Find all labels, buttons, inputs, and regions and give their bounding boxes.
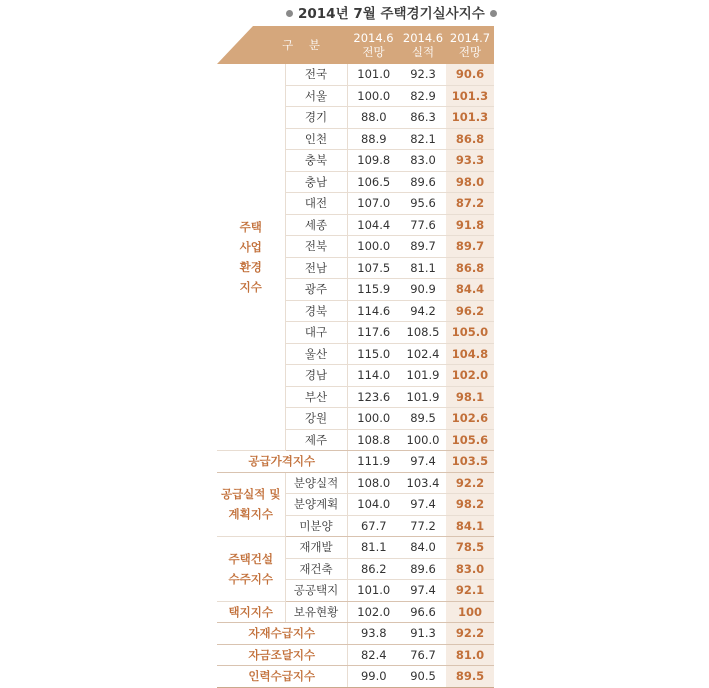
value-cell: 101.0 [347, 64, 400, 85]
sub-label: 공공택지 [285, 580, 347, 602]
sub-label: 강원 [285, 408, 347, 430]
sub-label: 울산 [285, 343, 347, 365]
forecast-value: 98.0 [446, 171, 494, 193]
value-cell: 86.2 [347, 558, 400, 580]
value-cell: 102.4 [400, 343, 446, 365]
value-cell: 97.4 [400, 451, 446, 473]
group-label: 주택건설 수주지수 [217, 537, 285, 602]
sub-label: 재개발 [285, 537, 347, 559]
sub-label: 경남 [285, 365, 347, 387]
forecast-value: 78.5 [446, 537, 494, 559]
sub-label: 재건축 [285, 558, 347, 580]
forecast-value: 87.2 [446, 193, 494, 215]
forecast-value: 104.8 [446, 343, 494, 365]
value-cell: 93.8 [347, 623, 400, 645]
forecast-value: 83.0 [446, 558, 494, 580]
forecast-value: 98.2 [446, 494, 494, 516]
value-cell: 114.6 [347, 300, 400, 322]
value-cell: 83.0 [400, 150, 446, 172]
value-cell: 82.4 [347, 644, 400, 666]
table-title [286, 2, 496, 22]
value-cell: 81.1 [400, 257, 446, 279]
forecast-value: 91.8 [446, 214, 494, 236]
value-cell: 115.9 [347, 279, 400, 301]
forecast-value: 92.2 [446, 623, 494, 645]
header-category [217, 26, 347, 64]
group-label: 인력수급지수 [217, 666, 347, 688]
table-row [217, 472, 494, 494]
value-cell: 117.6 [347, 322, 400, 344]
sub-label: 전남 [285, 257, 347, 279]
forecast-value: 92.2 [446, 472, 494, 494]
table-row [217, 537, 494, 559]
forecast-value: 102.6 [446, 408, 494, 430]
forecast-value: 90.6 [446, 64, 494, 85]
value-cell: 101.9 [400, 386, 446, 408]
value-cell: 82.9 [400, 85, 446, 107]
forecast-value: 86.8 [446, 128, 494, 150]
table-body [217, 64, 494, 687]
value-cell: 96.6 [400, 601, 446, 623]
table-row [217, 644, 494, 666]
value-cell: 81.1 [347, 537, 400, 559]
value-cell: 100.0 [347, 408, 400, 430]
group-label: 자금조달지수 [217, 644, 347, 666]
value-cell: 100.0 [400, 429, 446, 451]
value-cell: 86.3 [400, 107, 446, 129]
value-cell: 88.9 [347, 128, 400, 150]
sub-label: 대전 [285, 193, 347, 215]
value-cell: 108.5 [400, 322, 446, 344]
table-row [217, 451, 494, 473]
forecast-value: 93.3 [446, 150, 494, 172]
sub-label: 보유현황 [285, 601, 347, 623]
value-cell: 88.0 [347, 107, 400, 129]
value-cell: 89.6 [400, 171, 446, 193]
value-cell: 107.5 [347, 257, 400, 279]
value-cell: 84.0 [400, 537, 446, 559]
table-row [217, 623, 494, 645]
value-cell: 123.6 [347, 386, 400, 408]
value-cell: 94.2 [400, 300, 446, 322]
value-cell: 101.0 [347, 580, 400, 602]
value-cell: 115.0 [347, 343, 400, 365]
table-row [217, 601, 494, 623]
header-col-1: 2014.6 실적 [400, 26, 446, 64]
header-col-0: 2014.6 전망 [347, 26, 400, 64]
sub-label: 인천 [285, 128, 347, 150]
forecast-value: 101.3 [446, 85, 494, 107]
bullet-dot-icon [286, 10, 293, 17]
forecast-value: 92.1 [446, 580, 494, 602]
forecast-value: 89.7 [446, 236, 494, 258]
header-col-2: 2014.7 전망 [446, 26, 494, 64]
sub-label: 분양실적 [285, 472, 347, 494]
group-label: 택지지수 [217, 601, 285, 623]
sub-label: 광주 [285, 279, 347, 301]
group-label: 공급실적 및 계획지수 [217, 472, 285, 537]
value-cell: 104.0 [347, 494, 400, 516]
table-header-row [217, 26, 494, 64]
sub-label: 대구 [285, 322, 347, 344]
value-cell: 106.5 [347, 171, 400, 193]
value-cell: 90.9 [400, 279, 446, 301]
forecast-value: 100 [446, 601, 494, 623]
value-cell: 107.0 [347, 193, 400, 215]
value-cell: 109.8 [347, 150, 400, 172]
group-label: 자재수급지수 [217, 623, 347, 645]
value-cell: 95.6 [400, 193, 446, 215]
forecast-value: 96.2 [446, 300, 494, 322]
forecast-value: 98.1 [446, 386, 494, 408]
value-cell: 67.7 [347, 515, 400, 537]
value-cell: 92.3 [400, 64, 446, 85]
title-text: 2014년 7월 주택경기실사지수 [298, 6, 485, 22]
forecast-value: 81.0 [446, 644, 494, 666]
value-cell: 100.0 [347, 85, 400, 107]
value-cell: 104.4 [347, 214, 400, 236]
value-cell: 111.9 [347, 451, 400, 473]
housing-index-table [217, 26, 494, 688]
value-cell: 114.0 [347, 365, 400, 387]
value-cell: 90.5 [400, 666, 446, 688]
value-cell: 89.6 [400, 558, 446, 580]
sub-label: 전국 [285, 64, 347, 85]
value-cell: 97.4 [400, 580, 446, 602]
forecast-value: 103.5 [446, 451, 494, 473]
forecast-value: 101.3 [446, 107, 494, 129]
sub-label: 충북 [285, 150, 347, 172]
sub-label: 미분양 [285, 515, 347, 537]
group-label: 공급가격지수 [217, 451, 347, 473]
sub-label: 서울 [285, 85, 347, 107]
group-label: 주택 사업 환경 지수 [217, 64, 285, 451]
value-cell: 89.5 [400, 408, 446, 430]
forecast-value: 86.8 [446, 257, 494, 279]
table-row [217, 666, 494, 688]
value-cell: 101.9 [400, 365, 446, 387]
sub-label: 제주 [285, 429, 347, 451]
sub-label: 경기 [285, 107, 347, 129]
value-cell: 82.1 [400, 128, 446, 150]
sub-label: 경북 [285, 300, 347, 322]
value-cell: 103.4 [400, 472, 446, 494]
forecast-value: 105.0 [446, 322, 494, 344]
value-cell: 97.4 [400, 494, 446, 516]
sub-label: 분양계획 [285, 494, 347, 516]
value-cell: 91.3 [400, 623, 446, 645]
value-cell: 77.2 [400, 515, 446, 537]
value-cell: 99.0 [347, 666, 400, 688]
value-cell: 100.0 [347, 236, 400, 258]
header-category-label: 구 분 [282, 38, 326, 52]
value-cell: 76.7 [400, 644, 446, 666]
forecast-value: 84.1 [446, 515, 494, 537]
value-cell: 77.6 [400, 214, 446, 236]
sub-label: 부산 [285, 386, 347, 408]
value-cell: 108.8 [347, 429, 400, 451]
bullet-dot-icon [490, 10, 497, 17]
forecast-value: 89.5 [446, 666, 494, 688]
table-row [217, 64, 494, 85]
forecast-value: 102.0 [446, 365, 494, 387]
forecast-value: 105.6 [446, 429, 494, 451]
value-cell: 102.0 [347, 601, 400, 623]
sub-label: 전북 [285, 236, 347, 258]
value-cell: 89.7 [400, 236, 446, 258]
sub-label: 충남 [285, 171, 347, 193]
sub-label: 세종 [285, 214, 347, 236]
forecast-value: 84.4 [446, 279, 494, 301]
value-cell: 108.0 [347, 472, 400, 494]
